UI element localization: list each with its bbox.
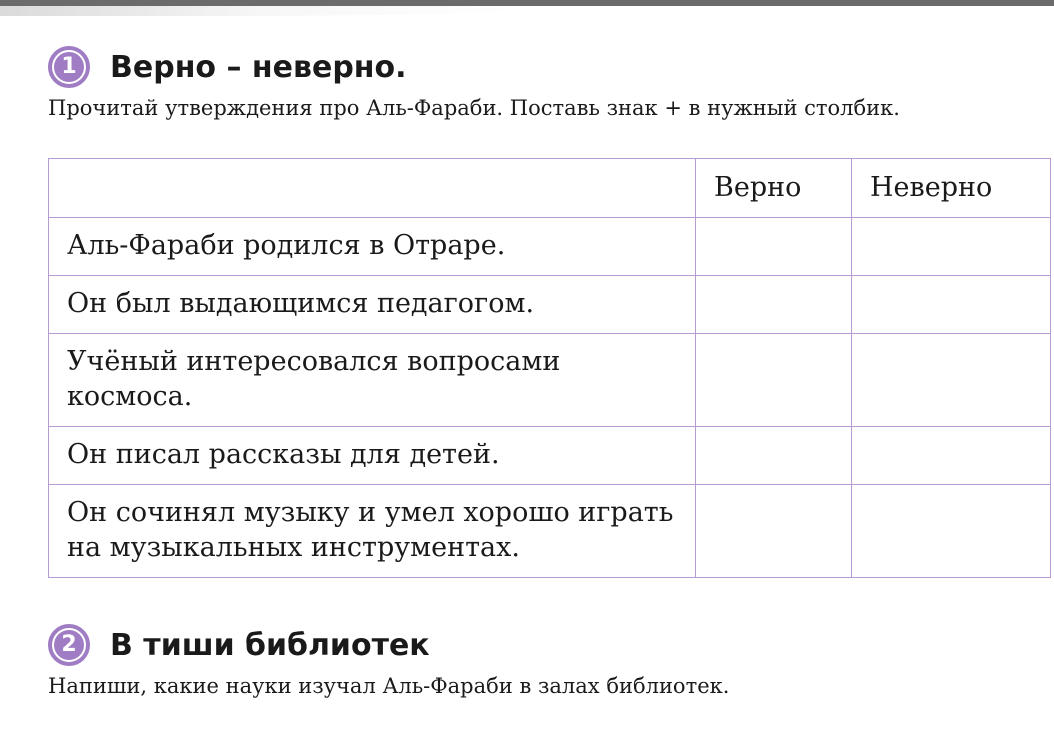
table-row [49, 218, 1051, 276]
exercise-2-title: В тиши библиотек [110, 627, 430, 663]
number-badge-icon [48, 624, 90, 666]
true-answer-cell[interactable] [696, 218, 852, 276]
table-row [49, 427, 1051, 485]
false-answer-cell[interactable] [852, 334, 1051, 427]
number-badge-icon [48, 46, 90, 88]
top-rule-shadow [0, 6, 520, 16]
table-row [49, 334, 1051, 427]
table-row [49, 276, 1051, 334]
exercise-1-number: 1 [54, 52, 84, 82]
table-row [49, 485, 1051, 578]
true-answer-cell[interactable] [696, 276, 852, 334]
exercise-2 [48, 622, 729, 698]
false-answer-cell[interactable] [852, 485, 1051, 578]
statement-cell: Он писал рассказы для детей. [49, 427, 696, 485]
statement-cell: Аль-Фараби родился в Отраре. [49, 218, 696, 276]
table-header-row [49, 159, 1051, 218]
true-answer-cell[interactable] [696, 485, 852, 578]
statement-cell: Учёный интересовался вопросами космоса. [49, 334, 696, 427]
exercise-1-instruction: Прочитай утверждения про Аль-Фараби. Поставь знак + в нужный столбик. [48, 96, 900, 120]
exercise-2-number: 2 [54, 630, 84, 660]
exercise-2-instruction: Напиши, какие науки изучал Аль-Фараби в залах библиотек. [48, 674, 730, 698]
true-answer-cell[interactable] [696, 334, 852, 427]
exercise-1 [48, 44, 900, 120]
exercise-1-title: Верно – неверно. [110, 49, 407, 85]
false-answer-cell[interactable] [852, 427, 1051, 485]
header-true: Верно [696, 159, 852, 218]
statement-cell: Он был выдающимся педагогом. [49, 276, 696, 334]
statement-cell: Он сочинял музыку и умел хорошо играть на музыкальных инструментах. [49, 485, 696, 578]
true-answer-cell[interactable] [696, 427, 852, 485]
true-false-table [48, 158, 1051, 578]
exercise-2-heading [48, 622, 729, 668]
header-false: Неверно [852, 159, 1051, 218]
false-answer-cell[interactable] [852, 218, 1051, 276]
exercise-1-heading [48, 44, 900, 90]
header-statement [49, 159, 696, 218]
false-answer-cell[interactable] [852, 276, 1051, 334]
